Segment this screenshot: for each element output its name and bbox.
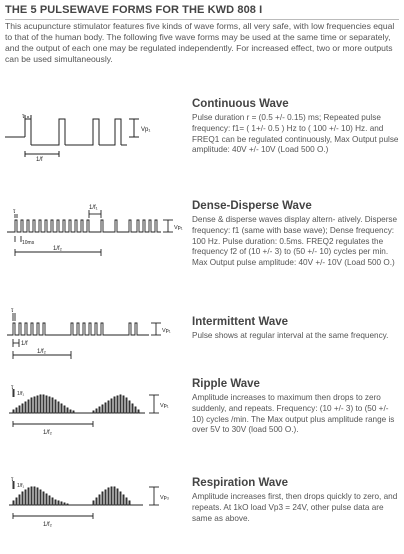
section-body: Amplitude increases first, then drops quickly to zero, and repeats. At 1kO load Vp3 = 24V, other pulse data are same as above. [192,492,398,523]
tau-label: τ [11,308,14,314]
section-body: Pulse shows at regular interval at the same frequency. [192,331,389,340]
section-heading: Continuous Wave [192,98,289,110]
tau-label: τ [13,209,16,215]
period-label: 1/f [36,157,43,163]
dense-disperse-wave-section [192,200,400,269]
amplitude-label: Vp₁ [174,225,183,231]
respiration-wave-diagram [3,475,183,531]
tau-label: τ [11,385,14,391]
ripple-wave-diagram [3,383,183,439]
pulse-period-label: 1/f₁ [17,391,25,397]
page-title: THE 5 PULSEWAVE FORMS FOR THE KWD 808 I [5,4,399,20]
tau-label: τ [22,114,25,120]
amplitude-label: Vp₁ [162,328,171,334]
cycle-period-label: 1/f₂ [53,246,62,252]
amplitude-label: Vp₃ [160,495,169,501]
section-body: Dense & disperse waves display altern- atively. Disperse frequency: f1 (same with base wave); Dense frequency: 100 Hz. Pulse duration: 0.5ms. FREQ2 regulates the frequency f2 of (10 +/- 3) to (50 +/- 10) cycles per min. Max Output pulse amplitude: 40V +/- 10V (Load 500 O.) [192,215,398,268]
ripple-wave-section [192,378,400,436]
cycle-period-label: 1/f₂ [37,349,46,355]
pulse-period-label: 1/f₁ [17,483,25,489]
pulse-period-label: 1/f [21,341,28,347]
dense-period-label: 10ms [22,240,35,246]
disperse-period-label: 1/f₁ [89,205,98,211]
tau-label: τ [11,477,14,483]
dense-disperse-wave-diagram [3,202,183,260]
continuous-wave-section [192,98,400,156]
intro-paragraph: This acupuncture stimulator features five kinds of wave forms, all very safe, with low frequencies equal to that of the human body. The following five wave forms may be used at the same time or separately, and the output of each one may be regulated independently. For increased effect, two or more outputs can be used simultaneously. [5,21,395,64]
section-heading: Respiration Wave [192,477,289,489]
cycle-period-label: 1/f₂ [43,522,52,528]
section-body: Pulse duration r = (0.5 +/- 0.15) ms; Repeated pulse frequency: f1= ( 1+/- 0.5 ) Hz to ( 100 +/- 10) Hz. and FREQ1 can be regulated continuously, Max Output pulse amplitude: 40V +/- 10V (Load 500 O.) [192,113,399,155]
section-heading: Ripple Wave [192,378,260,390]
intermittent-wave-diagram [3,305,183,361]
amplitude-label: Vp₁ [160,403,169,409]
continuous-wave-diagram [3,111,163,163]
section-heading: Dense-Disperse Wave [192,200,312,212]
section-heading: Intermittent Wave [192,316,289,328]
section-body: Amplitude increases to maximum then drops to zero suddenly, and repeats. Frequency: (10 +/- 3) to (50 +/- 10) cycles /min. The Max output plus amplitude range is over 5V to 30V (load 500 O.). [192,393,395,435]
cycle-period-label: 1/f₂ [43,430,52,436]
intermittent-wave-section [192,316,400,342]
amplitude-label: Vp₁ [141,127,151,133]
respiration-wave-section [192,477,400,524]
